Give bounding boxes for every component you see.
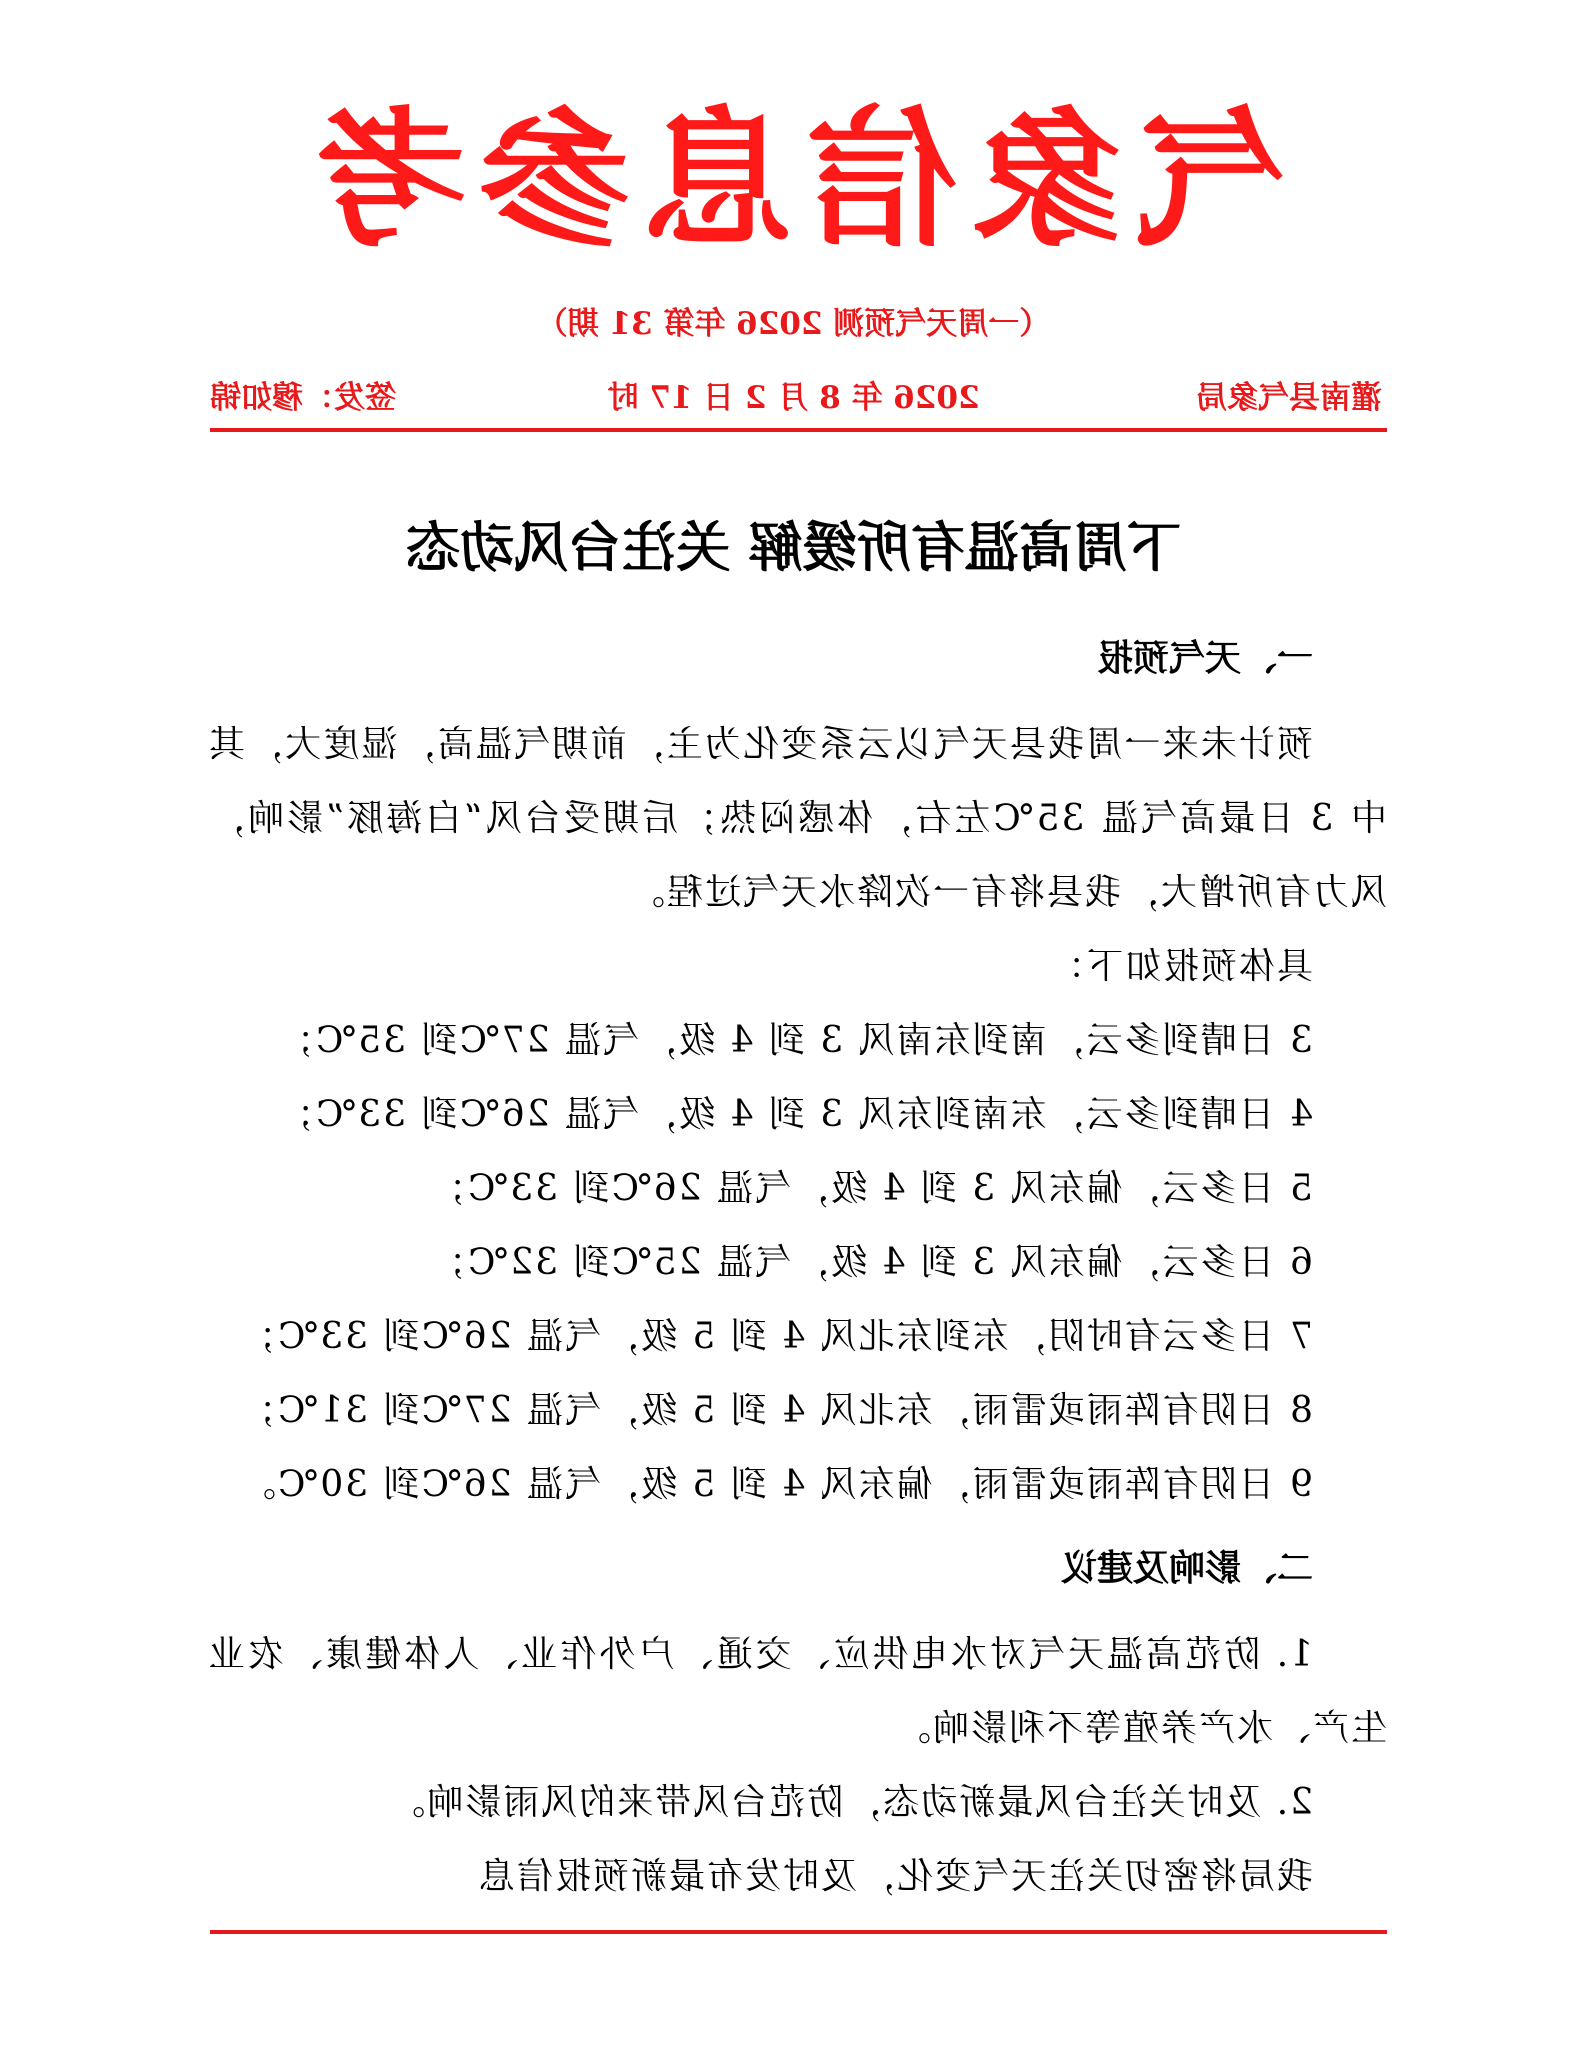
- issue-number: （一周天气预测 2026 年第 31 期）: [536, 306, 1051, 342]
- daily-forecast-item: 3 日晴到多云，南到东南风 3 到 4 级，气温 27℃到 35℃；: [276, 1020, 1313, 1061]
- masthead-title: 气象信息参考: [301, 92, 1286, 268]
- agency-name: 灌南县气象局: [1196, 380, 1382, 416]
- section-title-forecast: 一、天气预报: [1096, 637, 1313, 679]
- daily-forecast-item: 5 日多云，偏东风 3 到 4 级，气温 26℃到 33℃；: [428, 1168, 1313, 1209]
- advice-item: 2. 及时关注台风最新动态，防范台风带来的风雨影响。: [387, 1782, 1313, 1823]
- footer-divider: [210, 1930, 1387, 1934]
- daily-forecast-item: 9 日阴有阵雨或雷雨，偏东风 4 到 5 级，气温 26℃到 30℃。: [238, 1464, 1313, 1505]
- closing-statement: 我局将密切关注天气变化，及时发布最新预报信息: [476, 1856, 1313, 1897]
- signer: 签发：穆如锦: [210, 380, 396, 416]
- daily-forecast-item: 4 日晴到多云，东南到东风 3 到 4 级，气温 26℃到 33℃；: [276, 1094, 1313, 1135]
- forecast-intro-paragraph: 预计未来一周我县天气以云系变化为主，前期气温高，湿度大，其中 3 日最高气温 35℃左右，体感闷热；后期受台风“白海豚”影响，风力有所增大，我县将有一次降水天气过程。: [207, 724, 1387, 913]
- header-divider: [210, 428, 1387, 432]
- issue-datetime: 2026 年 8 月 2 日 17 时: [607, 380, 980, 416]
- daily-forecast-item: 7 日多云有时阴，东到东北风 4 到 5 级，气温 26℃到 33℃；: [238, 1316, 1313, 1357]
- section-title-impact: 二、影响及建议: [1060, 1547, 1313, 1589]
- headline: 下周高温有所缓解 关注台风动态: [406, 515, 1181, 579]
- forecast-lead: 具体预报如下：: [1046, 946, 1313, 987]
- daily-forecast-item: 6 日多云，偏东风 3 到 4 级，气温 25℃到 32℃；: [428, 1242, 1313, 1283]
- advice-item: 1. 防范高温天气对水电供应、交通、户外作业、人体健康、农业生产、水产养殖等不利影响。: [207, 1634, 1387, 1749]
- daily-forecast-item: 8 日阴有阵雨或雷雨，东北风 4 到 5 级，气温 27℃到 31℃；: [238, 1390, 1313, 1431]
